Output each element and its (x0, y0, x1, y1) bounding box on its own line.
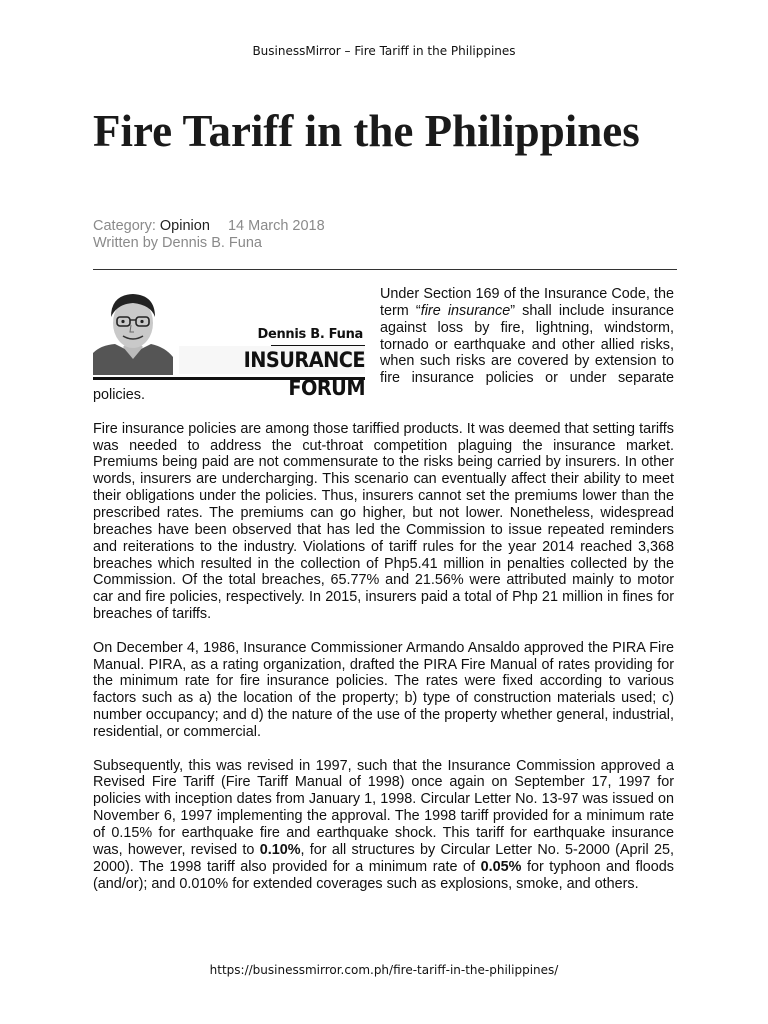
category-line (93, 218, 325, 235)
column-byline: Dennis B. Funa (257, 327, 363, 342)
paragraph-1: Under Section 169 of the Insurance Code, the term “fire insurance” shall include insurance against loss by fire, lightning, windstorm, tornado or earthquake and other allied risks, when such risks are covered by extension to fire insurance policies or under separate policies. (93, 286, 674, 404)
term-fire-insurance: fire insurance (420, 302, 511, 319)
running-header: BusinessMirror – Fire Tariff in the Philippines (252, 44, 516, 58)
article-body (93, 286, 674, 909)
article-meta (93, 218, 325, 252)
rate-earthquake: 0.10% (259, 841, 301, 858)
paragraph-2: Fire insurance policies are among those tariffied products. It was deemed that setting tariffs was needed to address the cut-throat competition plaguing the insurance market. Premiums being paid are not commensurate to the risks being carried by insurers. In other words, insurers are undercharging. This scenario can eventually affect their ability to meet their obligations under the policies. Thus, insurers cannot set the premiums lower than the prescribed rates. The premiums can go higher, but not lower. Nonetheless, widespread breaches have been observed that has led the Commission to issue repeated reminders and reiterations to the industry. Violations of tariff rules for the year 2014 reached 3,368 breaches which resulted in the collection of Php5.41 million in penalties collected by the Commission. Of the total breaches, 65.77% and 21.56% were attributed mainly to motor car and fire policies, respectively. In 2015, insurers paid a total of Php 21 million in fines for breaches of tariffs. (93, 420, 674, 623)
paragraph-3: On December 4, 1986, Insurance Commissioner Armando Ansaldo approved the PIRA Fire Manual. PIRA, as a rating organization, drafted the PIRA Fire Manual of rates providing for the minimum rate for fire insurance policies. The rates were fixed according to various factors such as a) the location of the property; b) type of construction materials used; c) number occupancy; and d) the nature of the use of the property whether general, industrial, residential, or commercial. (93, 639, 674, 740)
publish-date: 14 March 2018 (227, 218, 325, 234)
category-label: Category: (93, 218, 156, 234)
paragraph-4: Subsequently, this was revised in 1997, such that the Insurance Commission approved a Revised Fire Tariff (Fire Tariff Manual of 1998) once again on September 17, 1997 for policies with inception dates from January 1, 1998. Circular Letter No. 13-97 was issued on November 6, 1997 implementing the approval. The 1998 tariff provided for a minimum rate of 0.15% for earthquake fire and earthquake shock. This tariff for earthquake insurance was, however, revised to 0.10%, for all structures by Circular Letter No. 5-2000 (April 25, 2000). The 1998 tariff also provided for a minimum rate of 0.05% for typhoon and floods (and/or); and 0.010% for extended coverages such as explosions, smoke, and others. (93, 757, 674, 892)
column-name: INSURANCE FORUM (179, 346, 365, 374)
title-divider (93, 269, 677, 270)
rate-typhoon: 0.05% (480, 858, 522, 875)
source-url[interactable]: https://businessmirror.com.ph/fire-tariff-in-the-philippines/ (209, 963, 559, 977)
author-line: Written by Dennis B. Funa (93, 235, 262, 251)
category-link[interactable]: Opinion (159, 218, 210, 234)
article-title: Fire Tariff in the Philippines (93, 106, 640, 156)
